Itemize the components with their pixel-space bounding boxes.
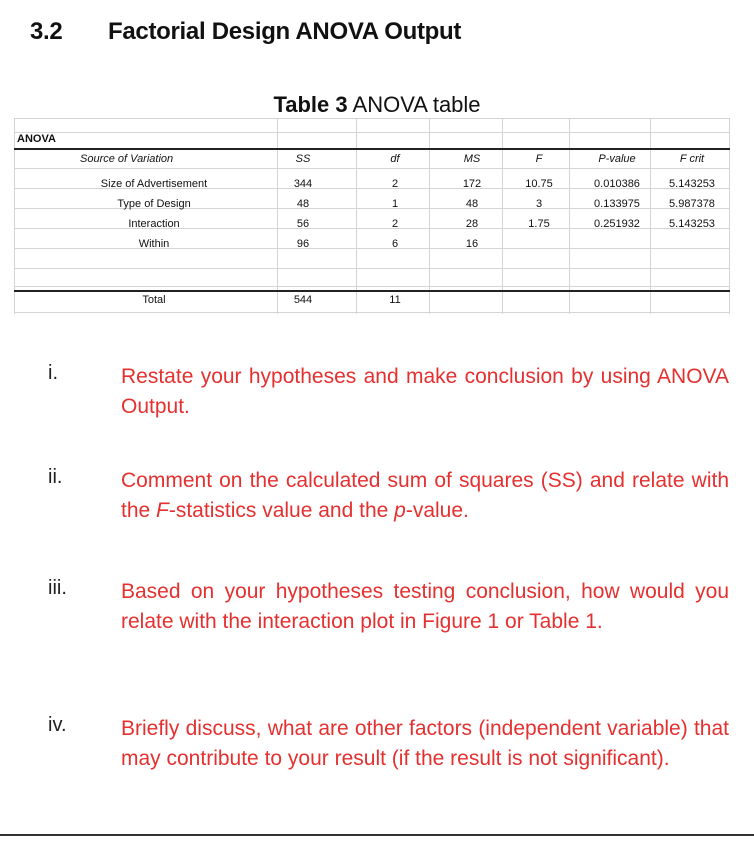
question-number: iii. [48, 577, 67, 599]
row-source: Type of Design [117, 198, 191, 210]
question-text: Based on your hypotheses testing conclusion, how would you relate with the interaction plot in Figure 1 or Table 1. [121, 580, 729, 633]
header-source: Source of Variation [80, 153, 174, 165]
row-ms: 48 [465, 198, 479, 210]
row-ss: 344 [293, 178, 313, 190]
row-df: 1 [391, 198, 399, 210]
header-ss: SS [295, 153, 311, 165]
section-heading [30, 18, 461, 46]
row-fcrit: 5.143253 [669, 178, 715, 190]
row-ms: 28 [465, 218, 479, 230]
question-text: Comment on the calculated sum of squares (SS) and relate with the F-statistics value and the p-value. [121, 469, 729, 522]
header-ms: MS [463, 153, 481, 165]
header-fcrit: F crit [679, 153, 705, 165]
total-df: 11 [389, 294, 401, 306]
row-pvalue: 0.133975 [594, 198, 640, 210]
row-ss: 48 [296, 198, 310, 210]
row-f: 10.75 [525, 178, 553, 190]
question-number: ii. [48, 466, 63, 488]
header-df: df [390, 153, 400, 165]
table-caption-label: Table 3 [273, 92, 348, 117]
row-ss: 56 [296, 218, 310, 230]
row-f: 1.75 [528, 218, 550, 230]
total-ss: 544 [293, 294, 313, 306]
header-pvalue: P-value [598, 153, 636, 165]
header-f: F [535, 153, 543, 165]
question-number: i. [48, 362, 58, 384]
row-ms: 16 [465, 238, 479, 250]
section-title: Factorial Design ANOVA Output [108, 18, 462, 45]
row-f: 3 [535, 198, 543, 210]
section-number: 3.2 [30, 18, 63, 45]
question-text: Restate your hypotheses and make conclusion by using ANOVA Output. [121, 365, 729, 418]
row-source: Size of Advertisement [100, 178, 208, 190]
row-fcrit: 5.143253 [669, 218, 715, 230]
row-ms: 172 [462, 178, 482, 190]
page-bottom-rule [0, 834, 754, 836]
row-df: 2 [391, 218, 399, 230]
row-source: Within [138, 238, 170, 250]
row-source: Interaction [128, 218, 180, 230]
row-df: 6 [391, 238, 399, 250]
row-df: 2 [391, 178, 399, 190]
question-number: iv. [48, 714, 67, 736]
anova-title: ANOVA [17, 133, 56, 145]
total-label: Total [142, 294, 166, 306]
row-ss: 96 [296, 238, 310, 250]
row-pvalue: 0.010386 [594, 178, 640, 190]
row-pvalue: 0.251932 [594, 218, 640, 230]
row-fcrit: 5.987378 [669, 198, 715, 210]
table-caption [0, 92, 754, 118]
table-caption-text: ANOVA table [352, 92, 481, 117]
question-text: Briefly discuss, what are other factors (independent variable) that may contribute to your result (if the result is not significant). [121, 717, 729, 770]
